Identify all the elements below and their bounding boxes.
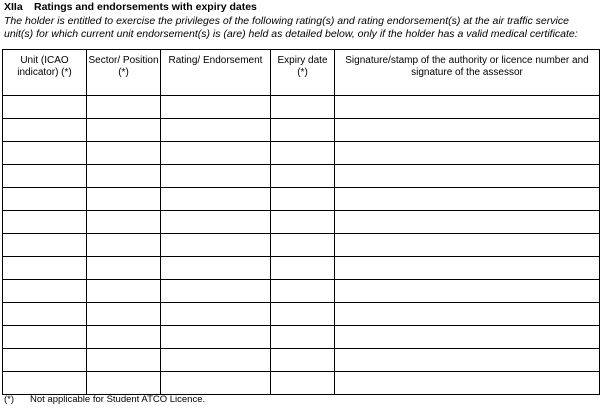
table-row [3, 119, 600, 142]
table-cell-sector-position [87, 303, 161, 326]
table-cell-expiry-date [271, 257, 335, 280]
table-cell-rating-endorsement [161, 211, 271, 234]
table-cell-unit [3, 211, 87, 234]
ratings-table-body [3, 96, 600, 395]
table-row [3, 165, 600, 188]
table-cell-unit [3, 303, 87, 326]
table-row [3, 257, 600, 280]
table-cell-unit [3, 280, 87, 303]
table-cell-signature-stamp [335, 372, 600, 395]
table-cell-unit [3, 234, 87, 257]
table-cell-sector-position [87, 326, 161, 349]
table-cell-signature-stamp [335, 326, 600, 349]
table-cell-expiry-date [271, 234, 335, 257]
table-cell-unit [3, 96, 87, 119]
table-cell-rating-endorsement [161, 142, 271, 165]
table-cell-unit [3, 165, 87, 188]
table-cell-sector-position [87, 234, 161, 257]
table-cell-rating-endorsement [161, 349, 271, 372]
table-cell-sector-position [87, 119, 161, 142]
table-row [3, 142, 600, 165]
table-cell-signature-stamp [335, 119, 600, 142]
table-cell-expiry-date [271, 280, 335, 303]
table-row [3, 211, 600, 234]
table-cell-signature-stamp [335, 303, 600, 326]
table-cell-unit [3, 326, 87, 349]
table-cell-sector-position [87, 257, 161, 280]
table-cell-sector-position [87, 349, 161, 372]
section-number: XIIa [4, 1, 23, 13]
table-cell-unit [3, 142, 87, 165]
footnote-text: Not applicable for Student ATCO Licence. [30, 394, 206, 405]
table-cell-expiry-date [271, 165, 335, 188]
table-row [3, 188, 600, 211]
table-cell-expiry-date [271, 119, 335, 142]
table-row [3, 280, 600, 303]
section-title: Ratings and endorsements with expiry dates [34, 1, 257, 13]
ratings-table [2, 49, 600, 395]
table-cell-expiry-date [271, 96, 335, 119]
table-header-row [3, 50, 600, 96]
table-cell-rating-endorsement [161, 165, 271, 188]
table-cell-sector-position [87, 372, 161, 395]
table-cell-rating-endorsement [161, 326, 271, 349]
table-row [3, 96, 600, 119]
column-header-expiry-date: Expiry date (*) [271, 50, 335, 96]
intro-text: The holder is entitled to exercise the privileges of the following rating(s) and rating endorsement(s) at the air traffic service unit(s) for which current unit endorsement(s) is (are) held as detailed below, only if the holder has a valid medical certificate: [4, 15, 578, 40]
table-cell-sector-position [87, 211, 161, 234]
table-cell-rating-endorsement [161, 372, 271, 395]
table-cell-signature-stamp [335, 142, 600, 165]
section-heading [4, 1, 257, 13]
table-row [3, 234, 600, 257]
table-cell-expiry-date [271, 188, 335, 211]
table-row [3, 303, 600, 326]
column-header-unit: Unit (ICAO indicator) (*) [3, 50, 87, 96]
table-row [3, 326, 600, 349]
table-cell-rating-endorsement [161, 96, 271, 119]
table-cell-rating-endorsement [161, 303, 271, 326]
table-cell-signature-stamp [335, 349, 600, 372]
table-cell-expiry-date [271, 372, 335, 395]
table-cell-rating-endorsement [161, 119, 271, 142]
table-cell-unit [3, 119, 87, 142]
table-cell-sector-position [87, 142, 161, 165]
table-cell-unit [3, 188, 87, 211]
table-cell-rating-endorsement [161, 234, 271, 257]
table-cell-unit [3, 257, 87, 280]
footnote-mark: (*) [4, 394, 15, 405]
table-cell-rating-endorsement [161, 188, 271, 211]
table-cell-signature-stamp [335, 165, 600, 188]
table-cell-signature-stamp [335, 96, 600, 119]
table-cell-rating-endorsement [161, 257, 271, 280]
table-row [3, 372, 600, 395]
column-header-sector-position: Sector/ Position (*) [87, 50, 161, 96]
table-cell-signature-stamp [335, 211, 600, 234]
table-row [3, 349, 600, 372]
table-cell-rating-endorsement [161, 280, 271, 303]
table-cell-expiry-date [271, 326, 335, 349]
table-cell-expiry-date [271, 349, 335, 372]
table-cell-expiry-date [271, 211, 335, 234]
table-cell-sector-position [87, 280, 161, 303]
table-cell-unit [3, 372, 87, 395]
table-cell-expiry-date [271, 142, 335, 165]
table-cell-unit [3, 349, 87, 372]
table-cell-signature-stamp [335, 234, 600, 257]
table-cell-signature-stamp [335, 188, 600, 211]
column-header-rating-endorsement: Rating/ Endorsement [161, 50, 271, 96]
table-cell-signature-stamp [335, 257, 600, 280]
table-cell-signature-stamp [335, 280, 600, 303]
table-cell-sector-position [87, 96, 161, 119]
table-cell-sector-position [87, 165, 161, 188]
table-cell-expiry-date [271, 303, 335, 326]
footnote [4, 394, 205, 405]
column-header-signature-stamp: Signature/stamp of the authority or licence number and signature of the assessor [335, 50, 600, 96]
table-cell-sector-position [87, 188, 161, 211]
